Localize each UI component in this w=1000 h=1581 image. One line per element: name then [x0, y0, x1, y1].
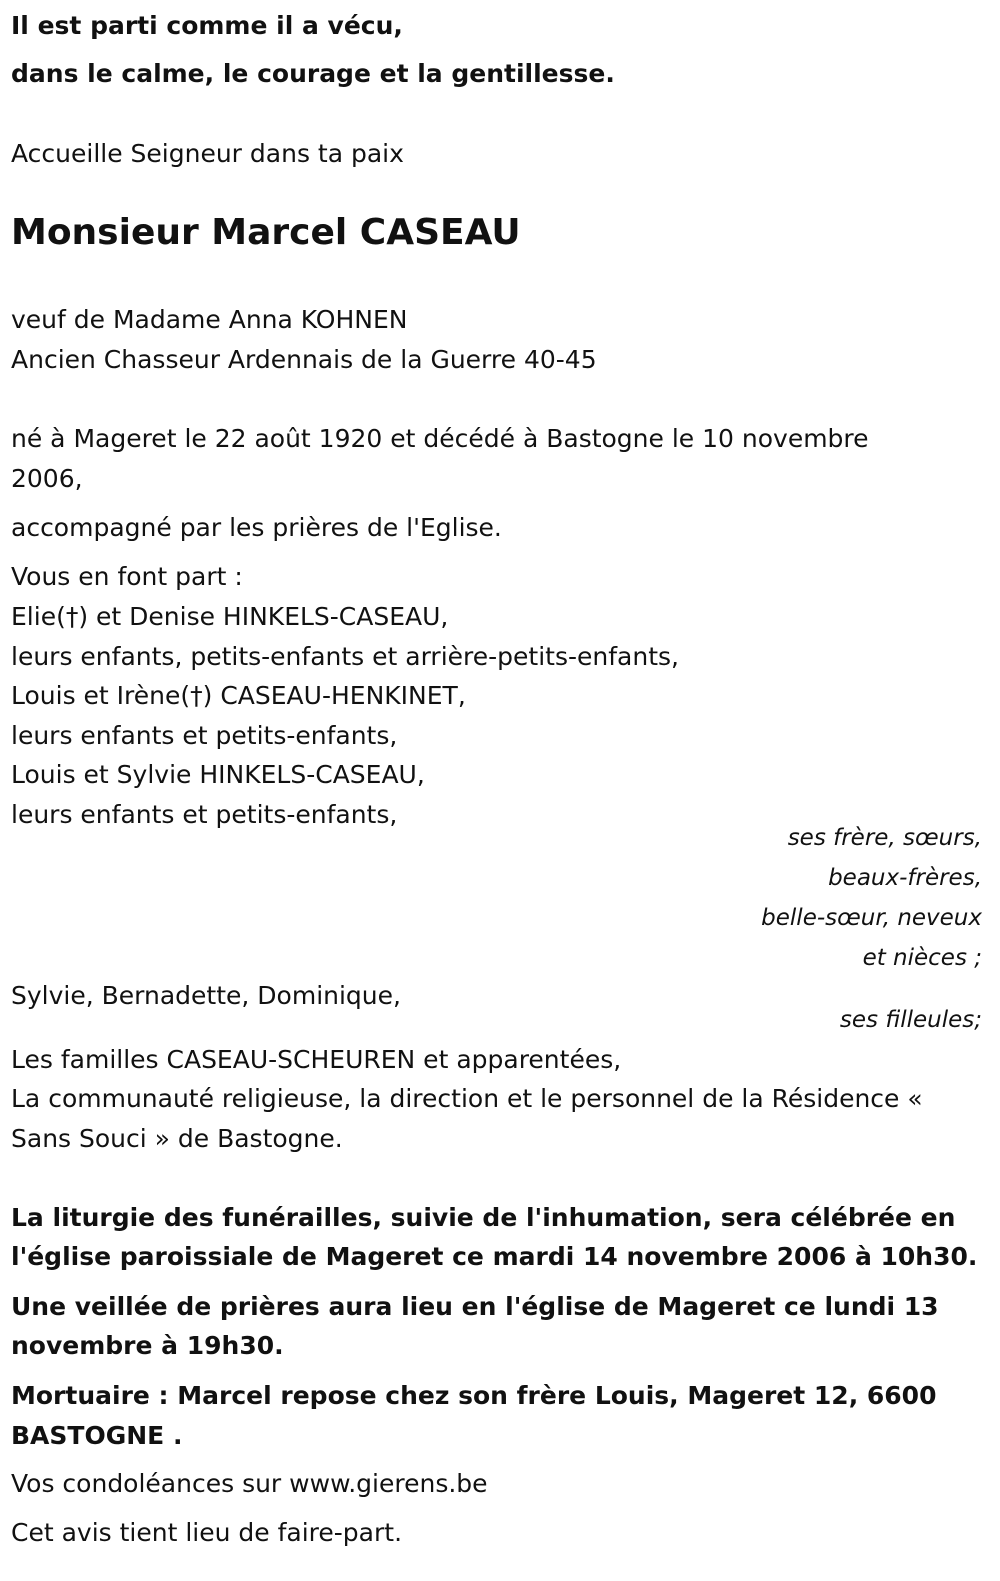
- family-3: Louis et Sylvie HINKELS-CASEAU,: [11, 760, 425, 789]
- prayer-line: Accueille Seigneur dans ta paix: [11, 139, 404, 168]
- notice-line: Cet avis tient lieu de faire-part.: [11, 1518, 403, 1547]
- deceased-name: Monsieur Marcel CASEAU: [11, 212, 521, 253]
- family-2-desc: leurs enfants et petits-enfants,: [11, 721, 398, 750]
- siblings-note-line2: beaux-frères,: [828, 865, 982, 891]
- family-1: Elie(†) et Denise HINKELS-CASEAU,: [11, 602, 449, 631]
- vigil-line1: Une veillée de prières aura lieu en l'église de Mageret ce lundi 13: [11, 1292, 939, 1321]
- godchildren-note: ses filleules;: [839, 1007, 982, 1033]
- mortuary-line1: Mortuaire : Marcel repose chez son frère Louis, Mageret 12, 6600: [11, 1381, 937, 1410]
- intro-quote-line1: Il est parti comme il a vécu,: [11, 11, 403, 40]
- vigil-line2: novembre à 19h30.: [11, 1331, 284, 1360]
- announce-intro: Vous en font part :: [11, 562, 243, 591]
- intro-quote-line2: dans le calme, le courage et la gentillesse.: [11, 59, 615, 88]
- veteran-line: Ancien Chasseur Ardennais de la Guerre 40-45: [11, 345, 597, 374]
- mortuary-line2: BASTOGNE .: [11, 1421, 183, 1450]
- widower-line: veuf de Madame Anna KOHNEN: [11, 305, 408, 334]
- family-3-desc: leurs enfants et petits-enfants,: [11, 800, 398, 829]
- siblings-note-line4: et nièces ;: [862, 945, 982, 971]
- siblings-note-line3: belle-sœur, neveux: [761, 905, 982, 931]
- birth-death-line1: né à Mageret le 22 août 1920 et décédé à Bastogne le 10 novembre: [11, 424, 869, 453]
- family-2: Louis et Irène(†) CASEAU-HENKINET,: [11, 681, 466, 710]
- liturgy-line1: La liturgie des funérailles, suivie de l'inhumation, sera célébrée en: [11, 1203, 956, 1232]
- godchildren-names: Sylvie, Bernadette, Dominique,: [11, 981, 401, 1010]
- condolences-prefix: Vos condoléances sur: [11, 1469, 290, 1498]
- accompanied-line: accompagné par les prières de l'Eglise.: [11, 513, 502, 542]
- condolences-link[interactable]: www.gierens.be: [289, 1469, 488, 1498]
- family-1-desc: leurs enfants, petits-enfants et arrière-petits-enfants,: [11, 642, 679, 671]
- community-line2: Sans Souci » de Bastogne.: [11, 1124, 343, 1153]
- condolences-line: [11, 1464, 488, 1504]
- community-line1: La communauté religieuse, la direction et le personnel de la Résidence «: [11, 1084, 923, 1113]
- siblings-note-line1: ses frère, sœurs,: [787, 825, 982, 851]
- other-families: Les familles CASEAU-SCHEUREN et apparentées,: [11, 1045, 622, 1074]
- liturgy-line2: l'église paroissiale de Mageret ce mardi 14 novembre 2006 à 10h30.: [11, 1242, 978, 1271]
- birth-death-line2: 2006,: [11, 464, 83, 493]
